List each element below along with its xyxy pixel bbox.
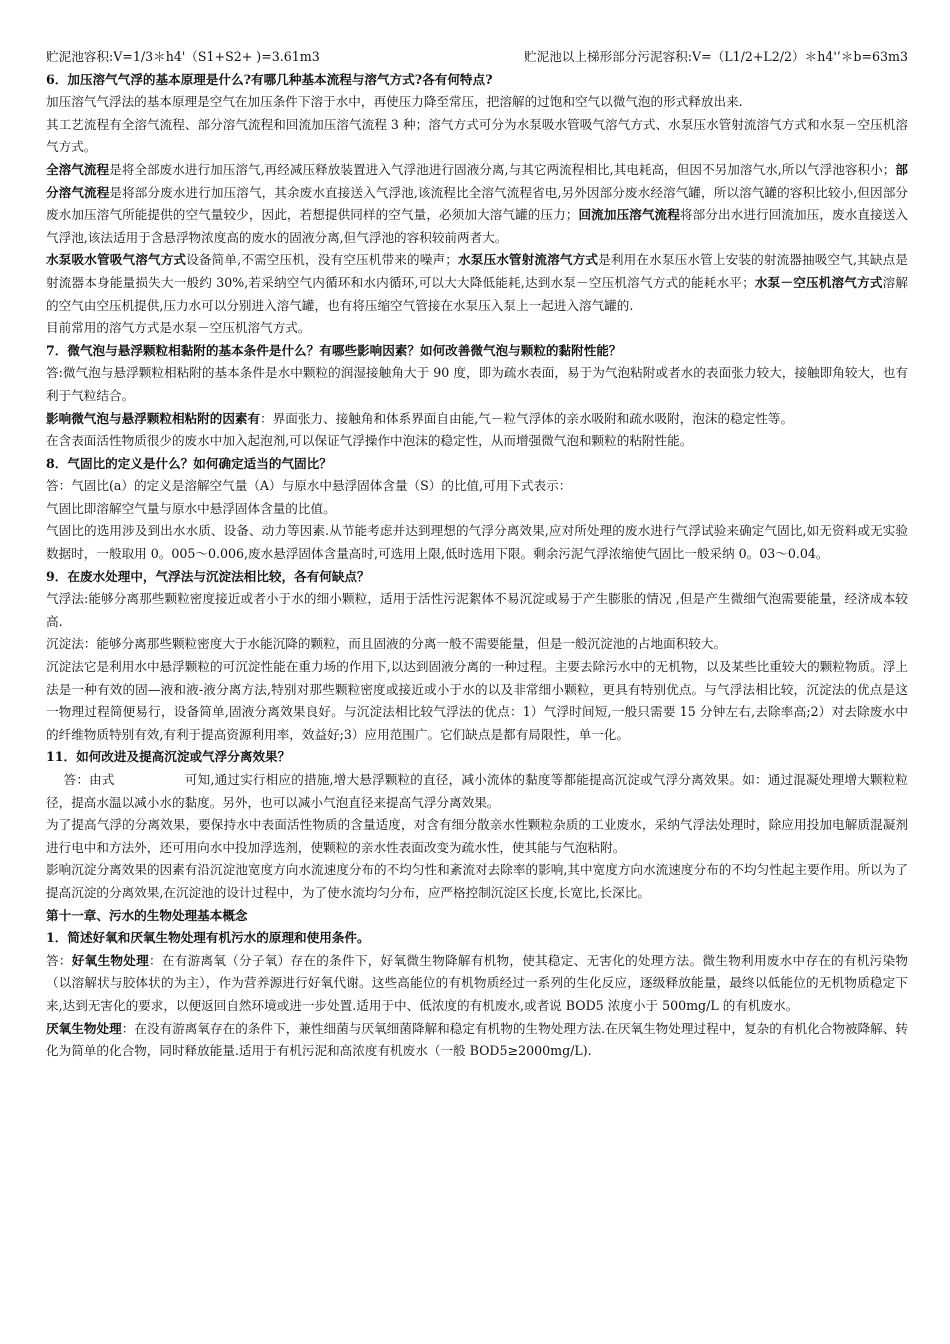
q11-sedimentation-improve: 影响沉淀分离效果的因素有沿沉淀池宽度方向水流速度分布的不均匀性和紊流对去除率的影响,其中宽度方向水流速度分布的不均匀性起主要作用。所以为了提高沉淀的分离效果,在沉淀池的设计过程中，为了使水流均匀分布，应严格控制沉淀区长度,长宽比,长深比。 — [46, 862, 908, 900]
q6-process-overview: 其工艺流程有全溶气流程、部分溶气流程和回流加压溶气流程 3 种；溶气方式可分为水泵吸水管吸气溶气方式、水泵压水管射流溶气方式和水泵－空压机溶气方式。 — [46, 116, 908, 155]
q6-dissolve-details — [46, 249, 908, 317]
q7-answer: 答:微气泡与悬浮颗粒相粘附的基本条件是水中颗粒的润湿接触角大于 90 度，即为疏水表面，易于为气泡粘附或者水的表面张力较大，接触即角较大，也有利于气粒结合。 — [46, 365, 908, 403]
q8-definition: 答：气固比(a）的定义是溶解空气量（A）与原水中悬浮固体含量（S）的比值,可用下式表示： — [46, 478, 572, 494]
q7-factor-text: ：界面张力、接触角和体系界面自由能,气－粒气浮体的亲水吸附和疏水吸附，泡沫的稳定性等。 — [260, 410, 794, 426]
q11-answer-text: 可知,通过实行相应的措施,增大悬浮颗粒的直径，减小流体的黏度等都能提高沉淀或气浮分离效果。如：通过混凝处理增大颗粒粒径，提高水温以减小水的黏度。另外，也可以减小气泡直径来提高气浮分离效果。 — [46, 772, 909, 810]
q6-process-details — [46, 159, 908, 249]
q8-title: 8．气固比的定义是什么？如何确定适当的气固比？ — [46, 455, 332, 471]
anaerobic-text: ：在没有游离氧存在的条件下，兼性细菌与厌氧细菌降解和稳定有机物的生物处理方法.在厌氧生物处理过程中，复杂的有机化合物被降解、转化为简单的化合物，同时释放能量.适用于有机污泥和高浓度有机废水（一般 BOD5≥2000mg/L). — [46, 1020, 909, 1059]
q6-compressor-term: 水泵－空压机溶气方式 — [754, 274, 883, 290]
q11-answer-prefix: 答：由式 — [63, 772, 115, 787]
q8-selection: 气固比的选用涉及到出水水质、设备、动力等因素.从节能考虑并达到理想的气浮分离效果,应对所处理的废水进行气浮试验来确定气固比,如无资料或无实验数据时，一般取用 0。005～0.006,废水悬浮固体含量高时,可选用上限,低时选用下限。剩余污泥气浮浓缩使气固比一般采纳 0。03～0.04。 — [46, 523, 908, 562]
chapter-title: 第十一章、污水的生物处理基本概念 — [46, 907, 248, 923]
anaerobic-term: 厌氧生物处理 — [46, 1020, 122, 1036]
q9-title: 9．在废水处理中，气浮法与沉淀法相比较，各有何缺点？ — [46, 568, 370, 584]
storage-volume-right: 贮泥池以上梯形部分污泥容积:V=（L1/2+L2/2）＊h4'’＊b=63m3 — [524, 49, 908, 64]
q6-reflux-term: 回流加压溶气流程 — [578, 207, 680, 223]
q6-part-text: 是将部分废水进行加压溶气，其余废水直接送入气浮池,该流程比全溶气流程省电,另外因部分废水经溶气罐，所以溶气罐的容积比较小,但因部分废水加压溶气所能提供的空气量较少，因此，若想提供同样的空气量，必须加大溶气罐的压力； — [46, 184, 908, 223]
aerobic-term: 好氧生物处理 — [71, 952, 149, 968]
q6-principle: 加压溶气气浮法的基本原理是空气在加压条件下溶于水中，再使压力降至常压，把溶解的过饱和空气以微气泡的形式释放出来. — [46, 94, 743, 110]
q6-title: 6．加压溶气气浮的基本原理是什么?有哪几种基本流程与溶气方式?各有何特点? — [46, 71, 493, 87]
ch11-q1-title: 1．简述好氧和厌氧生物处理有机污水的原理和使用条件。 — [46, 930, 370, 946]
aerobic-paragraph — [46, 950, 908, 1018]
document-page — [46, 46, 908, 1063]
q6-part-term: 部分溶气流程 — [46, 161, 909, 200]
q6-reflux-text: 将部分出水进行回流加压，废水直接送入气浮池,该法适用于含悬浮物浓度高的废水的固液分离,但气浮池的容积较前两者大。 — [46, 207, 909, 245]
q11-answer — [46, 769, 908, 814]
q6-full-term: 全溶气流程 — [46, 161, 110, 177]
q7-improvement: 在含表面活性物质很少的废水中加入起泡剂,可以保证气浮操作中泡沫的稳定性，从而增强微气泡和颗粒的粘附性能。 — [46, 433, 693, 449]
aerobic-prefix: 答： — [46, 952, 72, 968]
anaerobic-paragraph — [46, 1018, 908, 1063]
storage-volume-line — [46, 46, 908, 69]
q7-title: 7．微气泡与悬浮颗粒相黏附的基本条件是什么？有哪些影响因素？如何改善微气泡与颗粒的黏附性能？ — [46, 342, 622, 358]
q11-title: 11．如何改进及提高沉淀或气浮分离效果？ — [46, 749, 291, 765]
q6-conclusion: 目前常用的溶气方式是水泵－空压机溶气方式。 — [46, 320, 311, 336]
q7-factors — [46, 408, 908, 431]
q6-jet-term: 水泵压水管射流溶气方式 — [457, 252, 599, 268]
q6-suction-text: 设备简单,不需空压机，没有空压机带来的噪声； — [186, 252, 458, 268]
q6-compressor-text: 溶解的空气由空压机提供,压力水可以分别进入溶气罐，也有将压缩空气管接在水泵压入泵上一起进入溶气罐的. — [46, 274, 908, 313]
q9-flotation: 气浮法:能够分离那些颗粒密度接近或者小于水的细小颗粒，适用于活性污泥絮体不易沉淀或易于产生膨胀的情况 ,但是产生微细气泡需要能量，经济成本较高. — [46, 591, 908, 629]
q8-summary: 气固比即溶解空气量与原水中悬浮固体含量的比值。 — [46, 500, 336, 516]
storage-volume-left: 贮泥池容积:V=1/3＊h4'（S1+S2+ )=3.61m3 — [46, 49, 320, 64]
q6-jet-text: 是利用在水泵压水管上安装的射流器抽吸空气,其缺点是射流器本身能量损失大一般约 30%,若采纳空气内循环和水内循环,可以大大降低能耗,达到水泵－空压机溶气方式的能耗水平； — [46, 252, 909, 290]
q6-suction-term: 水泵吸水管吸气溶气方式 — [46, 252, 187, 268]
q9-comparison: 沉淀法它是利用水中悬浮颗粒的可沉淀性能在重力场的作用下,以达到固液分离的一种过程。主要去除污水中的无机物，以及某些比重较大的颗粒物质。浮上法是一种有效的固—液和液-液分离方法,特别对那些颗粒密度或接近或小于水的以及非常细小颗粒，更具有特别优点。与气浮法相比较，沉淀法的优点是这一物理过程简便易行，设备简单,固液分离效果良好。与沉淀法相比较气浮法的优点：1）气浮时间短,一般只需要 15 分钟左右,去除率高;2）对去除废水中的纤维物质特别有效,有利于提高资源利用率，效益好;3）应用范围广。它们缺点是都有局限性，单一化。 — [46, 659, 908, 742]
q9-sedimentation: 沉淀法：能够分离那些颗粒密度大于水能沉降的颗粒，而且固液的分离一般不需要能量，但是一般沉淀池的占地面积较大。 — [46, 636, 727, 652]
q7-factor-term: 影响微气泡与悬浮颗粒相粘附的因素有 — [46, 410, 261, 426]
aerobic-text: ：在有游离氧（分子氧）存在的条件下，好氧微生物降解有机物，使其稳定、无害化的处理方法。微生物利用废水中存在的有机污染物（以溶解状与胶体状的为主），作为营养源进行好氧代谢。这些高能位的有机物质经过一系列的生化反应，逐级释放能量，最终以低能位的无机物质稳定下来,达到无害化的要求，以便返回自然环境或进一步处置.适用于中、低浓度的有机废水,或者说 BOD5 浓度小于 500mg/L 的有机废水。 — [46, 952, 909, 1013]
q6-full-text: 是将全部废水进行加压溶气,再经减压释放装置进入气浮池进行固液分离,与其它两流程相比,其电耗高，但因不另加溶气水,所以气浮池容积小； — [109, 161, 896, 177]
q11-flotation-improve: 为了提高气浮的分离效果，要保持水中表面活性物质的含量适度，对含有细分散亲水性颗粒杂质的工业废水，采纳气浮法处理时，除应用投加电解质混凝剂进行电中和方法外，还可用向水中投加浮选剂，使颗粒的亲水性表面改变为疏水性，使其能与气泡粘附。 — [46, 817, 908, 855]
